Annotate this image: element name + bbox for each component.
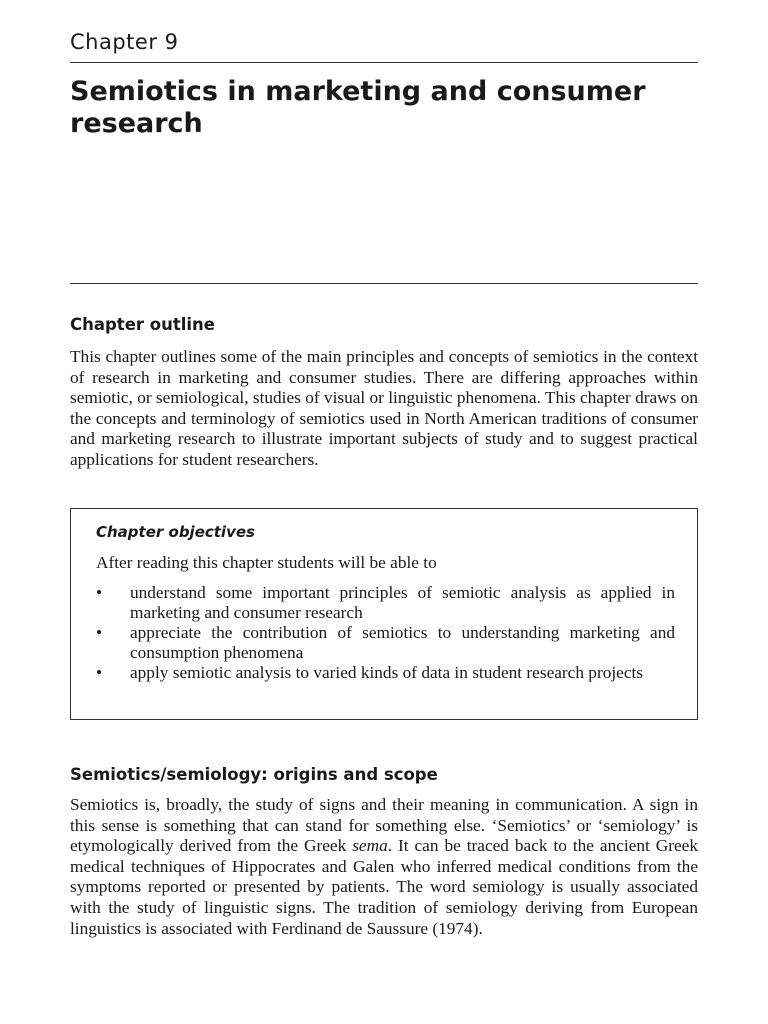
origins-text-part1: Semiotics is, broadly, the study of signs and their meaning in communication. A sign in this sense is something that can stand for something else. ‘Semiotics’ or ‘semiology’ is etymologically derived from the Greek: [70, 795, 698, 856]
outline-paragraph: This chapter outlines some of the main principles and concepts of semiotics in the context of research in marketing and consumer studies. There are differing approaches within semiotic, or semiological, studies of visual or linguistic phenomena. This chapter draws on the concepts and terminology of semiotics used in North American traditions of consumer and marketing research to illustrate important subjects of study and to suggest practical applications for student researchers.: [70, 347, 698, 469]
chapter-title: Semiotics in marketing and consumer research: [70, 76, 646, 139]
origins-text-part2: . It can be traced back to the ancient Greek medical techniques of Hippocrates and Galen who inferred medical conditions from the symptoms reported or presented by patients. The word semiology is usually associated with the study of linguistic signs. The tradition of semiology deriving from European linguistics is associated with Ferdinand de Saussure (1974).: [70, 836, 698, 938]
bullet-icon: •: [96, 583, 103, 602]
origins-paragraph: [70, 795, 698, 939]
objectives-title: Chapter objectives: [96, 523, 255, 541]
objectives-list: [96, 583, 675, 683]
objectives-intro: After reading this chapter students will be able to: [96, 553, 437, 572]
objectives-box: [70, 508, 698, 720]
title-rule: [70, 283, 698, 284]
origins-italic-term: sema: [352, 836, 388, 856]
objective-item: [96, 583, 675, 623]
origins-heading: Semiotics/semiology: origins and scope: [70, 765, 438, 784]
objective-text: apply semiotic analysis to varied kinds of data in student research projects: [130, 663, 644, 682]
chapter-label: Chapter 9: [70, 30, 179, 54]
objective-item: [96, 663, 675, 683]
objective-item: [96, 623, 675, 663]
bullet-icon: •: [96, 663, 103, 682]
objective-text: understand some important principles of semiotic analysis as applied in marketing and consumer research: [130, 583, 675, 622]
outline-heading: Chapter outline: [70, 315, 215, 334]
objective-text: appreciate the contribution of semiotics to understanding marketing and consumption phenomena: [130, 623, 675, 662]
bullet-icon: •: [96, 623, 103, 642]
top-rule: [70, 62, 698, 63]
